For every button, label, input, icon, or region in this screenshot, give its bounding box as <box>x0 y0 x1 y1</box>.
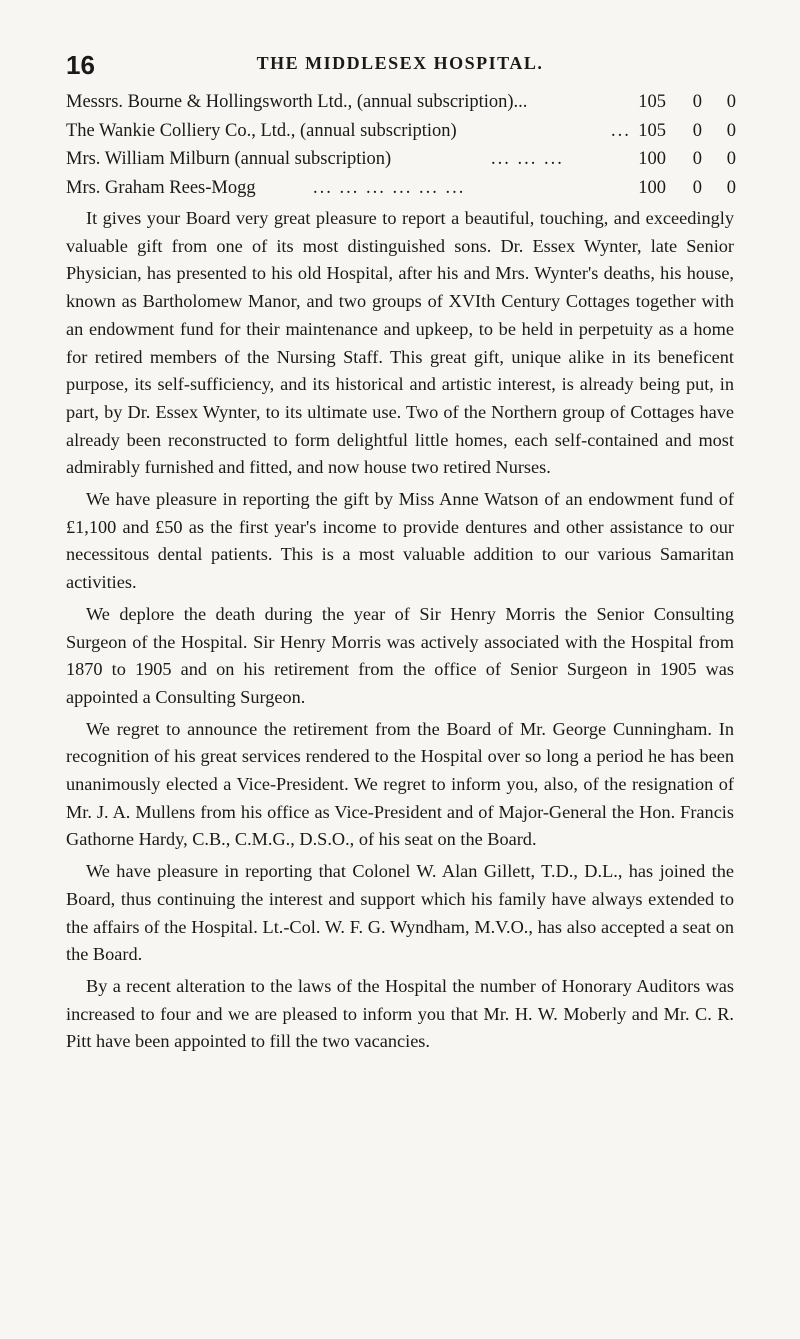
report-body <box>66 205 734 1060</box>
running-title: THE MIDDLESEX HOSPITAL. <box>256 53 544 73</box>
amount-pence: 0 <box>726 149 736 169</box>
amount-shillings: 0 <box>692 149 702 169</box>
paragraph-wynter-gift: It gives your Board very great pleasure to report a beautiful, touching, and exceedingly valuable gift from one of its most distinguished sons. Dr. Essex Wynter, late Senior Physician, has presented to his old Hospital, after his and Mrs. Wynter's deaths, his house, known as Bartholomew Manor, and two groups of XVIth Century Cottages together with an endowment fund for their maintenance and upkeep, to be held in perpetuity as a home for retired members of the Nursing Staff. This great gift, unique alike in its beneficent purpose, its self-sufficiency, and its historical and artistic interest, is already being put, in part, by Dr. Essex Wynter, to its ultimate use. Two of the Northern group of Cottages have already been reconstructed to form delightful little homes, each self-contained and most admirably furnished and fitted, and now house two retired Nurses. <box>66 208 734 478</box>
subscriber-name: Mrs. Graham Rees-Mogg <box>66 177 256 198</box>
amount-shillings: 0 <box>692 177 702 198</box>
amount-pence: 0 <box>726 177 736 198</box>
paragraph-honorary-auditors: By a recent alteration to the laws of the Hospital the number of Honorary Auditors was increased to four and we are pleased to inform you that Mr. H. W. Moberly and Mr. C. R. Pitt have been appointed to fill the two vacancies. <box>66 975 734 1052</box>
subscriber-name: Mrs. William Milburn (annual subscription) <box>66 149 392 169</box>
subscription-row <box>66 88 736 117</box>
subscription-list <box>66 88 736 202</box>
amount-shillings: 0 <box>692 92 702 112</box>
page-header <box>66 50 734 80</box>
subscription-row <box>66 117 736 146</box>
paragraph-new-board-members: We have pleasure in reporting that Colonel W. Alan Gillett, T.D., D.L., has joined the Board, thus continuing the interest and support which his family have always extended to the affairs of the Hospital. Lt.-Col. W. F. G. Wyndham, M.V.O., has also accepted a seat on the Board. <box>66 861 734 965</box>
subscription-row <box>66 174 736 203</box>
leader-dots: ... ... ... <box>491 149 564 169</box>
page-number: 16 <box>66 50 95 80</box>
paragraph-watson-endowment: We have pleasure in reporting the gift by Miss Anne Watson of an endowment fund of £1,100 and £50 as the first year's income to provide dentures and other assistance to our necessitous dental patients. This is a most valuable addition to our various Samaritan activities. <box>66 489 734 593</box>
amount-pence: 0 <box>726 92 736 112</box>
subscription-row <box>66 145 736 174</box>
paragraph-board-retirements: We regret to announce the retirement from the Board of Mr. George Cunningham. In recognition of his great services rendered to the Hospital over so long a period he has been unanimously elected a Vice-President. We regret to inform you, also, of the resignation of Mr. J. A. Mullens from his office as Vice-President and of Major-General the Hon. Francis Gathorne Hardy, C.B., C.M.G., D.S.O., of his seat on the Board. <box>66 718 734 850</box>
subscriber-name: Messrs. Bourne & Hollingsworth Ltd., (annual subscription)... <box>66 92 528 112</box>
amount-pounds: 105 <box>638 120 666 141</box>
leader-dots: ... ... ... ... ... ... <box>313 177 466 198</box>
paragraph-henry-morris: We deplore the death during the year of Sir Henry Morris the Senior Consulting Surgeon of the Hospital. Sir Henry Morris was actively associated with the Hospital from 1870 to 1905 and on his retirement from the office of Senior Surgeon in 1905 was appointed a Consulting Surgeon. <box>66 603 734 707</box>
leader-dots: ... <box>611 120 631 141</box>
amount-pounds: 100 <box>638 149 666 169</box>
amount-pence: 0 <box>726 120 736 141</box>
amount-pounds: 100 <box>638 177 666 198</box>
amount-shillings: 0 <box>692 120 702 141</box>
amount-pounds: 105 <box>638 92 666 112</box>
subscriber-name: The Wankie Colliery Co., Ltd., (annual subscription) <box>66 120 457 141</box>
